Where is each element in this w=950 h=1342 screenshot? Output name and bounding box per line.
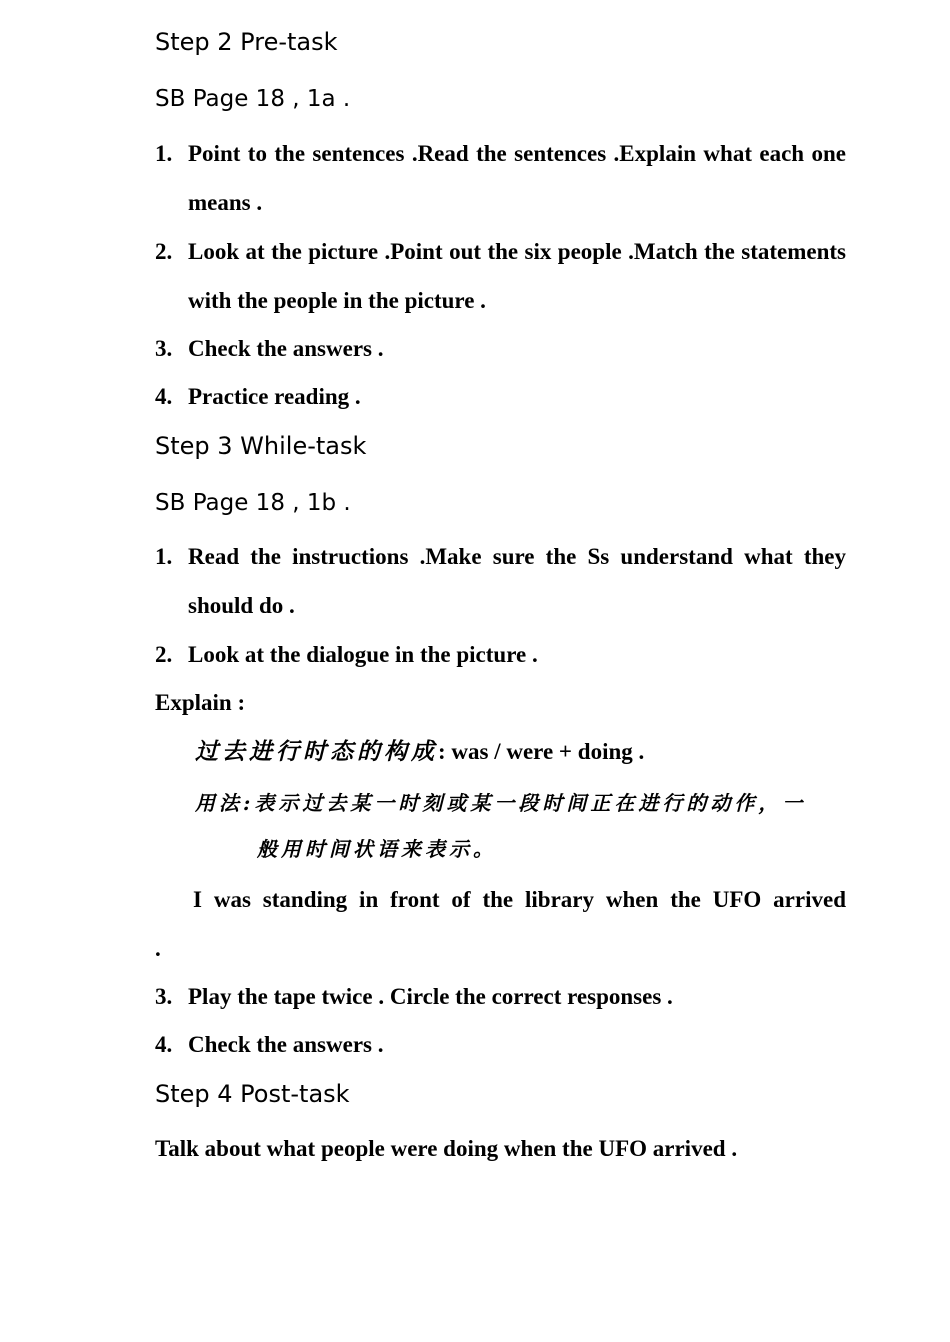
step3-item-4 bbox=[155, 1020, 846, 1069]
usage-line-1: 用法:表示过去某一时刻或某一段时间正在进行的动作，一 bbox=[195, 791, 807, 815]
step4-heading: Step 4 Post-task bbox=[155, 1080, 350, 1108]
item-text: Play the tape twice . Circle the correct responses . bbox=[188, 984, 673, 1009]
step3-item-2 bbox=[155, 630, 846, 679]
step3-item-3 bbox=[155, 972, 846, 1021]
step3-item-1 bbox=[155, 532, 846, 630]
step4-text: Talk about what people were doing when the UFO arrived . bbox=[155, 1136, 738, 1161]
item-number: 3. bbox=[155, 984, 173, 1009]
structure-chinese: 过去进行时态的构成 bbox=[195, 738, 438, 765]
item-text: Check the answers . bbox=[188, 1032, 384, 1057]
item-number: 4. bbox=[155, 384, 173, 409]
item-number: 1. bbox=[155, 544, 173, 569]
step2-item-4 bbox=[155, 372, 846, 421]
step2-item-3 bbox=[155, 324, 846, 373]
example-sentence bbox=[155, 875, 846, 973]
step3-sb-page: SB Page 18 , 1b . bbox=[155, 490, 351, 516]
step2-item-2 bbox=[155, 227, 846, 325]
step2-sb-page: SB Page 18 , 1a . bbox=[155, 86, 351, 112]
item-text: Look at the picture .Point out the six people .Match the statements with the people in the picture . bbox=[188, 239, 846, 313]
item-number: 4. bbox=[155, 1032, 173, 1057]
item-number: 2. bbox=[155, 642, 173, 667]
item-text: Practice reading . bbox=[188, 384, 361, 409]
item-text: Read the instructions .Make sure the Ss understand what they should do . bbox=[188, 544, 846, 618]
example-line: I was standing in front of the library when the UFO arrived bbox=[193, 887, 846, 912]
structure-line bbox=[195, 736, 644, 768]
explain-label: Explain : bbox=[155, 690, 246, 715]
item-text: Point to the sentences .Read the sentences .Explain what each one means . bbox=[188, 141, 846, 215]
item-text: Check the answers . bbox=[188, 336, 384, 361]
usage-note bbox=[195, 780, 846, 872]
example-tail: . bbox=[155, 936, 161, 961]
step3-heading: Step 3 While-task bbox=[155, 432, 367, 460]
structure-formula: : was / were + doing . bbox=[438, 739, 645, 764]
step2-heading: Step 2 Pre-task bbox=[155, 28, 338, 56]
item-text: Look at the dialogue in the picture . bbox=[188, 642, 538, 667]
item-number: 1. bbox=[155, 141, 173, 166]
step2-item-1 bbox=[155, 129, 846, 227]
usage-line-2: 般用时间状语来表示。 bbox=[257, 837, 497, 861]
item-number: 3. bbox=[155, 336, 173, 361]
item-number: 2. bbox=[155, 239, 173, 264]
